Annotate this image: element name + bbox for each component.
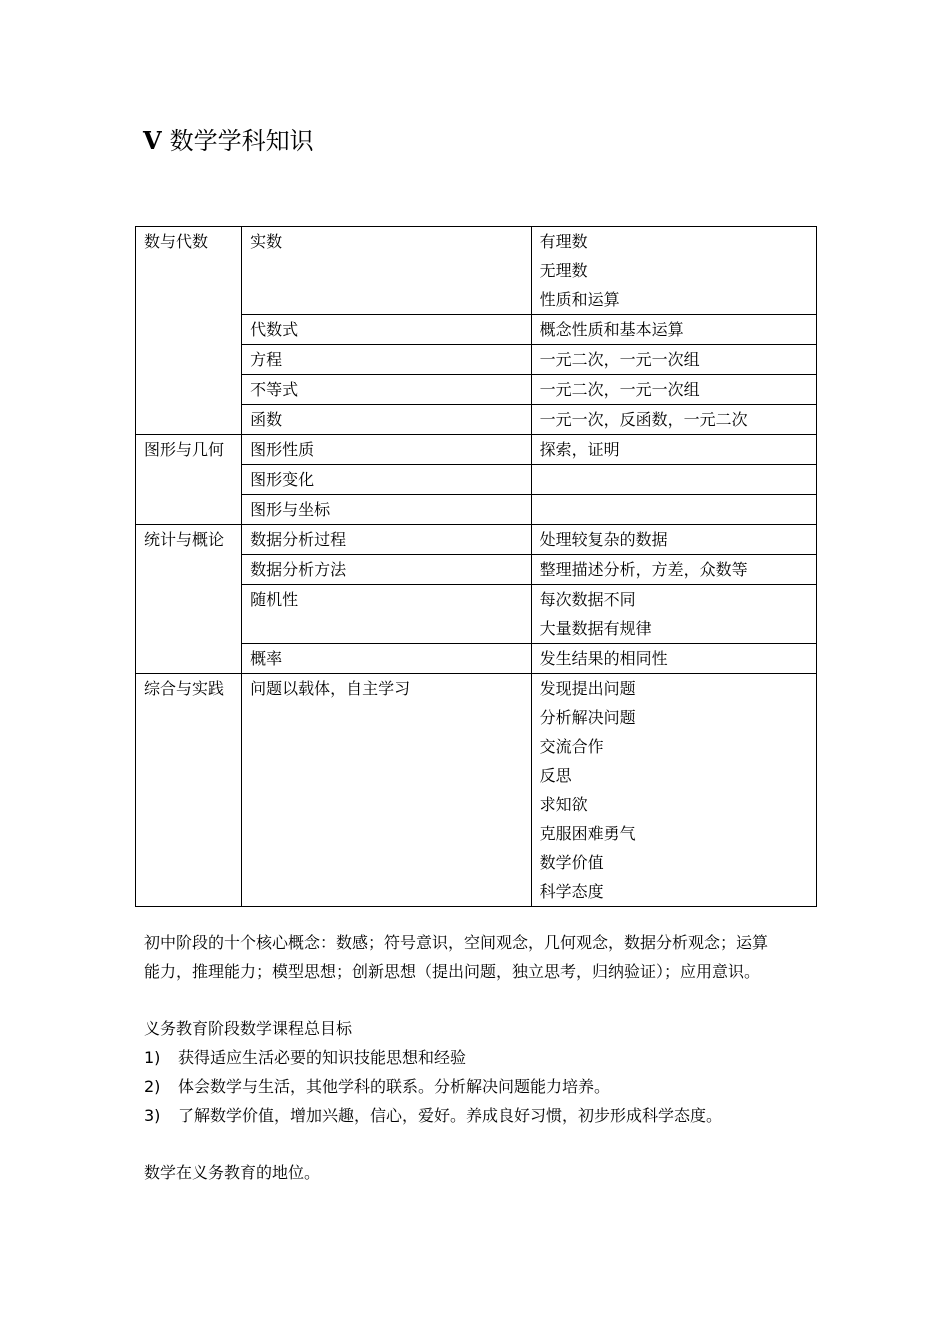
goal-number: 1) [144,1048,161,1067]
topic-cell: 概率 [242,644,531,674]
note-line: 发现提出问题 [539,679,636,698]
table-row [136,674,817,907]
goal-item [144,1101,722,1130]
goal-item [144,1072,722,1101]
notes-cell [531,674,816,907]
core-concepts-line-1: 初中阶段的十个核心概念：数感；符号意识，空间观念，几何观念，数据分析观念；运算 [144,933,769,952]
notes-cell [531,315,816,345]
topic-cell: 图形与坐标 [242,495,531,525]
course-goals [144,1014,722,1130]
note-line: 有理数 [539,232,588,251]
topic-cell: 函数 [242,405,531,435]
knowledge-table [135,226,817,907]
topic-cell: 代数式 [242,315,531,345]
goal-text: 获得适应生活必要的知识技能思想和经验 [178,1048,467,1067]
notes-cell [531,375,816,405]
topic-cell: 实数 [242,227,531,315]
note-line: 无理数 [539,261,588,280]
notes-cell [531,227,816,315]
category-cell: 数与代数 [136,227,242,435]
note-line [540,469,808,491]
note-line: 克服困难勇气 [539,824,636,843]
note-line: 反思 [539,766,572,785]
section-title: 数学学科知识 [169,127,314,155]
topic-cell: 图形性质 [242,435,531,465]
note-line: 一元二次，一元一次组 [539,350,700,369]
note-line: 每次数据不同 [539,590,636,609]
table-row [136,227,817,315]
table-row [136,435,817,465]
notes-cell [531,585,816,644]
goal-item [144,1043,722,1072]
goal-number: 2) [144,1077,161,1096]
note-line: 科学态度 [539,882,604,901]
topic-cell: 图形变化 [242,465,531,495]
course-goals-heading: 义务教育阶段数学课程总目标 [144,1019,353,1038]
section-number: V [143,126,162,155]
notes-cell [531,465,816,495]
notes-cell [531,495,816,525]
topic-cell: 数据分析方法 [242,555,531,585]
notes-cell [531,525,816,555]
topic-cell: 数据分析过程 [242,525,531,555]
goal-text: 了解数学价值，增加兴趣，信心，爱好。养成良好习惯，初步形成科学态度。 [178,1106,723,1125]
topic-cell: 问题以载体，自主学习 [242,674,531,907]
note-line: 探索，证明 [539,440,620,459]
note-line: 求知欲 [539,795,588,814]
note-line: 一元一次，反函数，一元二次 [539,410,748,429]
note-line: 性质和运算 [539,290,620,309]
note-line: 一元二次，一元一次组 [539,380,700,399]
topic-cell: 随机性 [242,585,531,644]
notes-cell [531,555,816,585]
note-line: 概念性质和基本运算 [539,320,684,339]
note-line: 交流合作 [539,737,604,756]
topic-cell: 方程 [242,345,531,375]
notes-cell [531,405,816,435]
note-line: 整理描述分析，方差，众数等 [539,560,748,579]
note-line: 分析解决问题 [539,708,636,727]
goal-number: 3) [144,1106,161,1125]
category-cell: 综合与实践 [136,674,242,907]
page-title [143,124,314,158]
table-row [136,525,817,555]
status-sentence: 数学在义务教育的地位。 [144,1163,321,1182]
note-line: 大量数据有规律 [539,619,652,638]
notes-cell [531,345,816,375]
core-concepts-paragraph [144,928,768,986]
notes-cell [531,644,816,674]
category-cell: 统计与概论 [136,525,242,674]
note-line: 发生结果的相同性 [539,649,668,668]
topic-cell: 不等式 [242,375,531,405]
note-line: 数学价值 [539,853,604,872]
core-concepts-line-2: 能力，推理能力；模型思想；创新思想（提出问题，独立思考，归纳验证）；应用意识。 [144,962,761,981]
category-cell: 图形与几何 [136,435,242,525]
notes-cell [531,435,816,465]
goal-text: 体会数学与生活，其他学科的联系。分析解决问题能力培养。 [178,1077,611,1096]
note-line: 处理较复杂的数据 [539,530,668,549]
note-line [540,499,808,521]
